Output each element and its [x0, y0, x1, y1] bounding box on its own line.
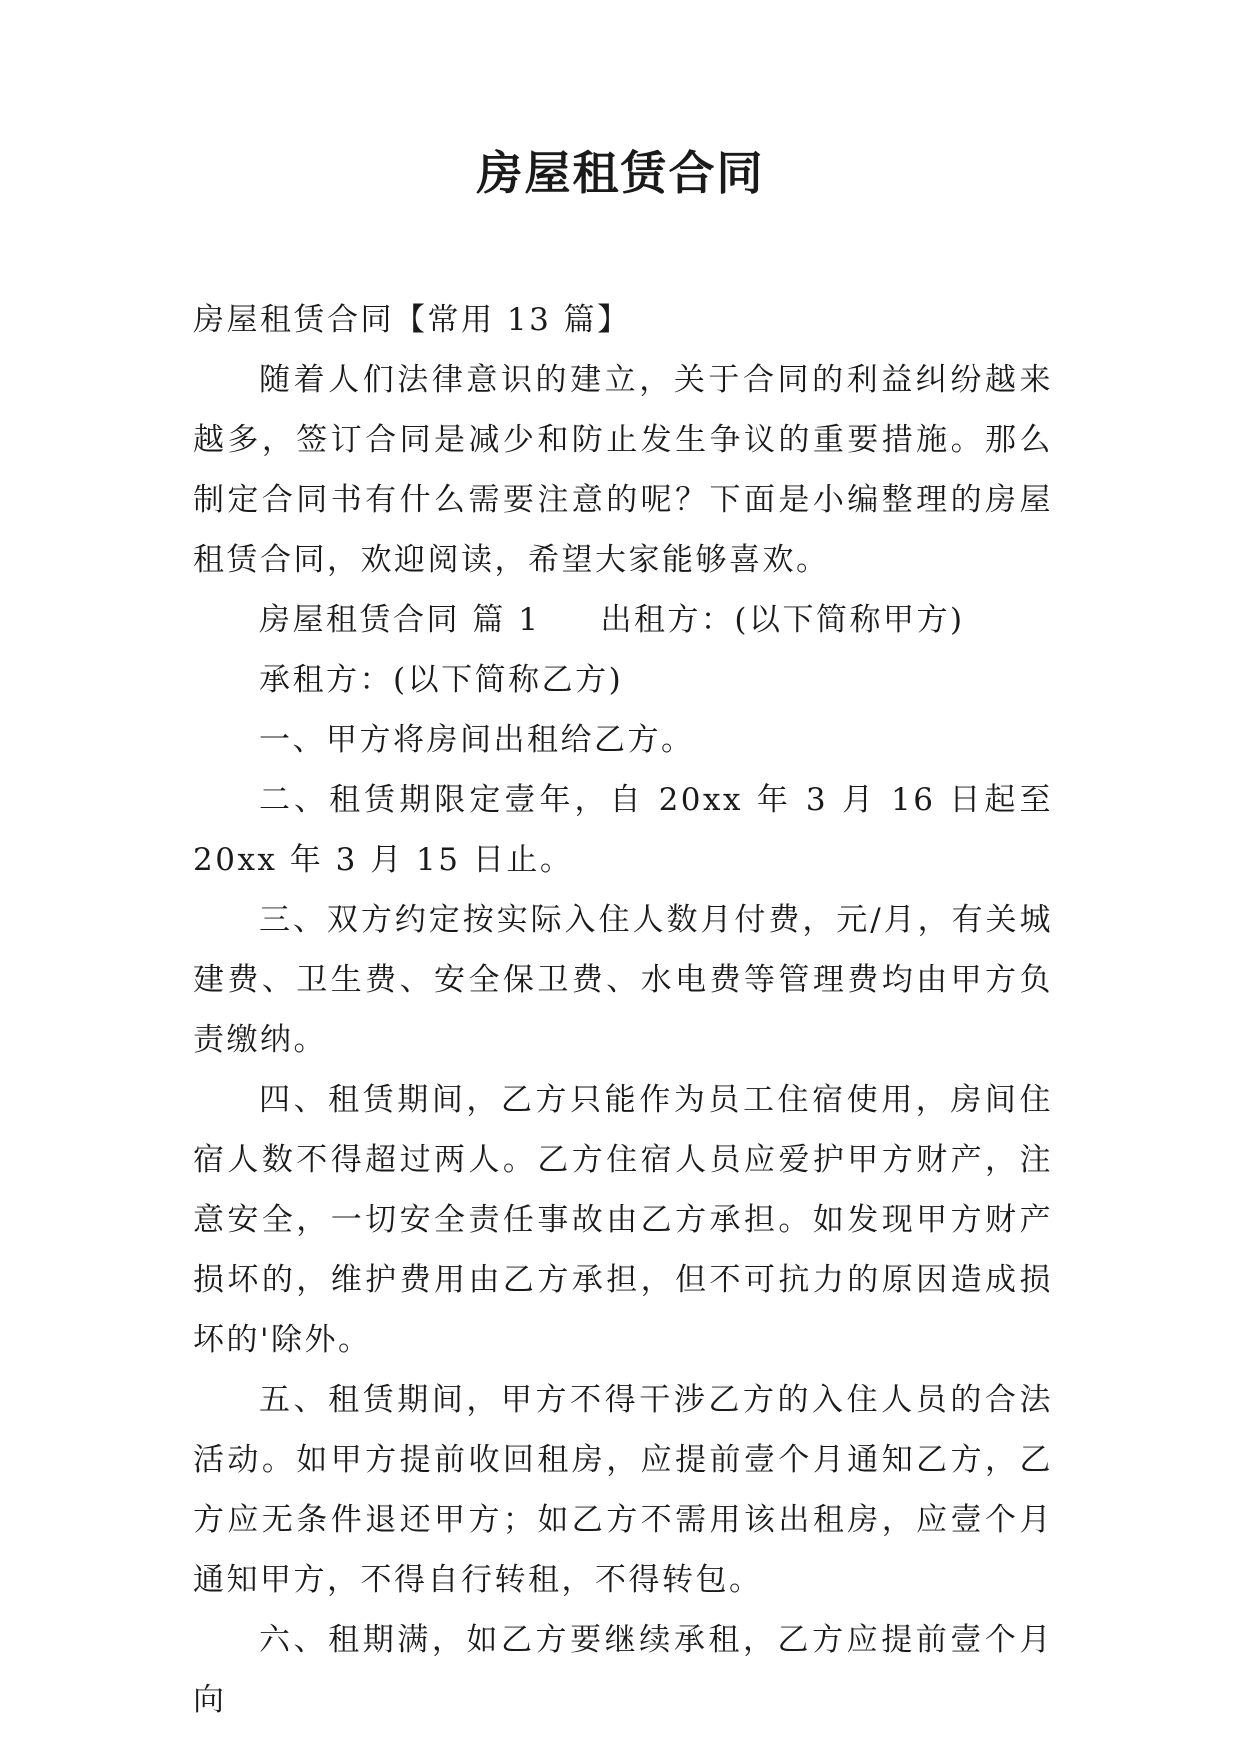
- clause-5: 五、租赁期间，甲方不得干涉乙方的入住人员的合法活动。如甲方提前收回租房，应提前壹个月通知乙方，乙方应无条件退还甲方；如乙方不需用该出租房，应壹个月通知甲方，不得自行转租，不得转包。: [193, 1382, 1053, 1598]
- clause-6: 六、租期满，如乙方要继续承租，乙方应提前壹个月向: [193, 1622, 1053, 1718]
- part-label: 房屋租赁合同 篇 1: [259, 602, 541, 638]
- clause-2: 二、租赁期限定壹年，自 20xx 年 3 月 16 日起至 20xx 年 3 月 15 日止。: [193, 782, 1053, 878]
- document-body: [193, 290, 1053, 1730]
- paragraph-part-1-header: [193, 590, 1053, 650]
- paragraph-lessee: 承租方：(以下简称乙方): [259, 662, 624, 698]
- clause-4: 四、租赁期间，乙方只能作为员工住宿使用，房间住宿人数不得超过两人。乙方住宿人员应爱护甲方财产，注意安全，一切安全责任事故由乙方承担。如发现甲方财产损坏的，维护费用由乙方承担，但不可抗力的原因造成损坏的'除外。: [193, 1082, 1053, 1358]
- document-title: 房屋租赁合同: [476, 146, 765, 200]
- paragraph-intro: 随着人们法律意识的建立，关于合同的利益纠纷越来越多，签订合同是减少和防止发生争议的重要措施。那么制定合同书有什么需要注意的呢？下面是小编整理的房屋租赁合同，欢迎阅读，希望大家能够喜欢。: [193, 362, 1053, 578]
- document-subtitle: 房屋租赁合同【常用 13 篇】: [193, 302, 631, 338]
- clause-3: 三、双方约定按实际入住人数月付费，元/月，有关城建费、卫生费、安全保卫费、水电费等管理费均由甲方负责缴纳。: [193, 902, 1053, 1058]
- lessor-line: 出租方：(以下简称甲方): [600, 602, 965, 638]
- clause-1: 一、甲方将房间出租给乙方。: [259, 722, 695, 758]
